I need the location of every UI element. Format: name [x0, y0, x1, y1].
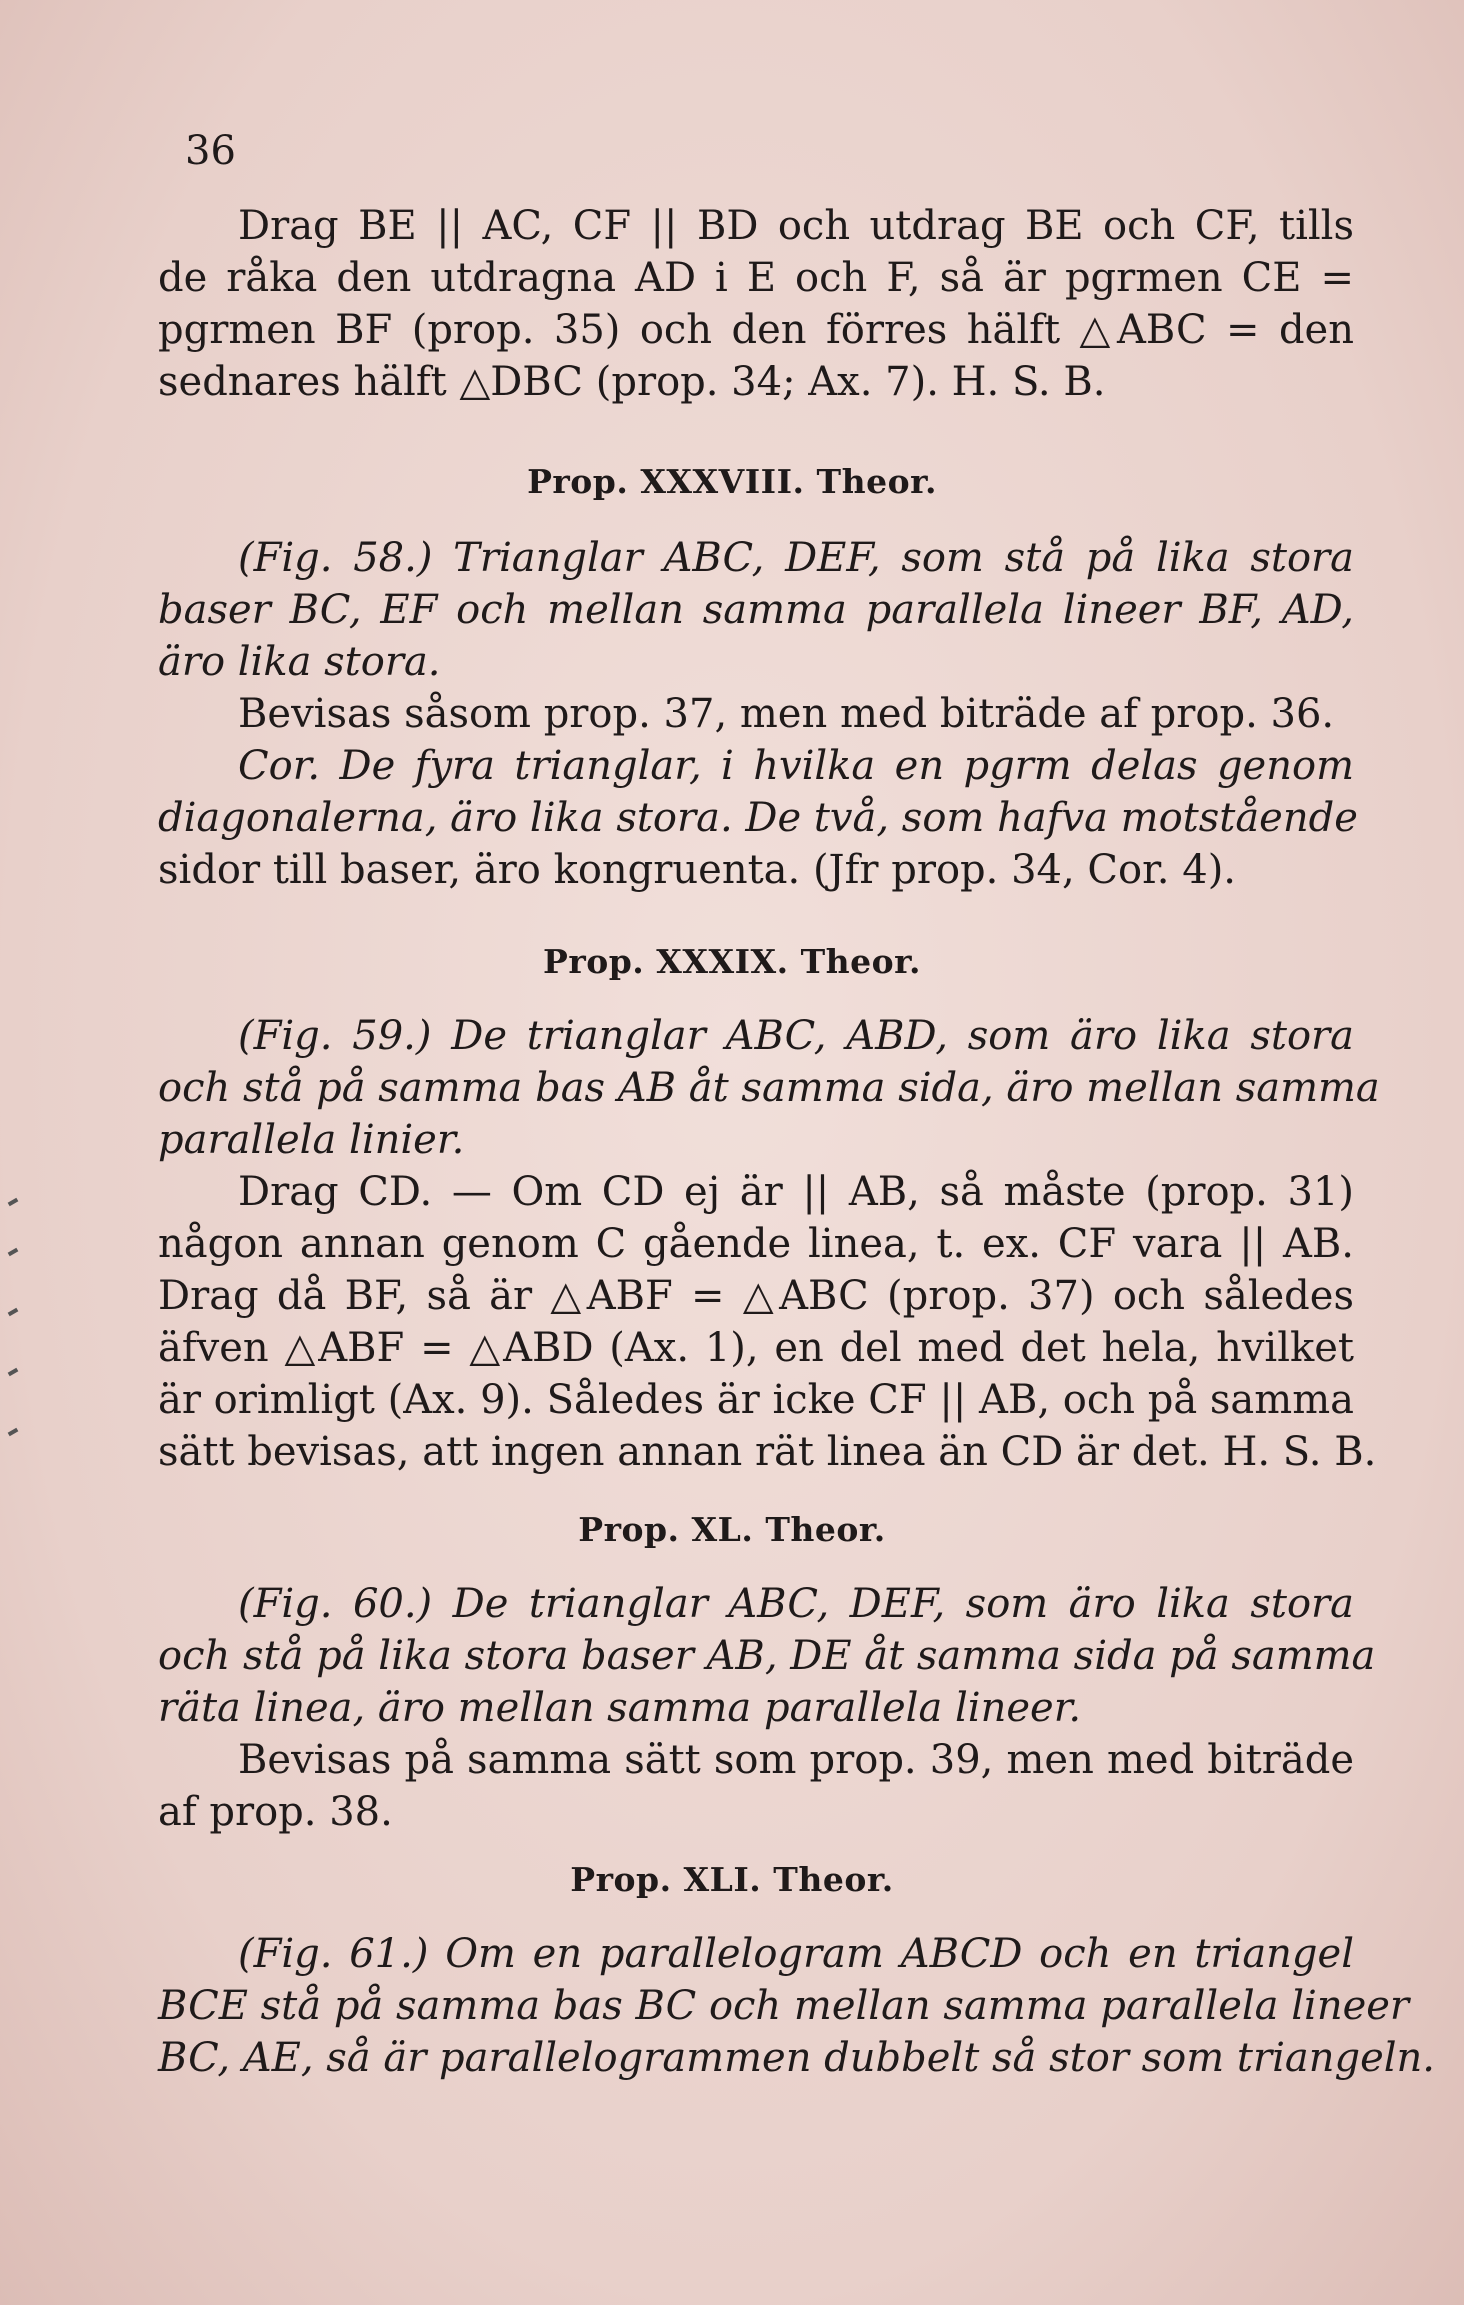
- text-line: räta linea, äro mellan samma parallela lineer.: [158, 1685, 1082, 1731]
- text-line: BC, AE, så är parallelogrammen dubbelt så stor som triangeln.: [158, 2035, 1436, 2081]
- text-line: och stå på lika stora baser AB, DE åt samma sida på samma: [158, 1633, 1376, 1679]
- text-line: af prop. 38.: [158, 1789, 393, 1835]
- proposition-heading: Prop. XL. Theor.: [578, 1510, 886, 1549]
- proposition-heading: Prop. XXXIX. Theor.: [543, 942, 921, 981]
- text-line: Bevisas såsom prop. 37, men med biträde af prop. 36.: [238, 691, 1335, 737]
- text-line: Drag BE || AC, CF || BD och utdrag BE och CF, tills: [238, 203, 1354, 249]
- text-line: äfven △ABF = △ABD (Ax. 1), en del med det hela, hvilket: [158, 1325, 1354, 1371]
- text-line: Cor. De fyra trianglar, i hvilka en pgrm delas genom: [238, 743, 1354, 789]
- text-line: baser BC, EF och mellan samma parallela lineer BF, AD,: [158, 587, 1354, 633]
- proposition-heading: Prop. XXXVIII. Theor.: [527, 462, 937, 501]
- margin-marks: [0, 1180, 30, 1480]
- text-line: de råka den utdragna AD i E och F, så är pgrmen CE =: [158, 255, 1354, 301]
- text-line: någon annan genom C gående linea, t. ex. CF vara || AB.: [158, 1221, 1354, 1267]
- text-line: (Fig. 58.) Trianglar ABC, DEF, som stå på lika stora: [238, 535, 1354, 581]
- text-line: BCE stå på samma bas BC och mellan samma parallela lineer: [158, 1983, 1410, 2029]
- text-line: är orimligt (Ax. 9). Således är icke CF || AB, och på samma: [158, 1377, 1354, 1423]
- text-line: sätt bevisas, att ingen annan rät linea än CD är det. H. S. B.: [158, 1429, 1377, 1475]
- text-line: äro lika stora.: [158, 639, 441, 685]
- page-number: 36: [185, 128, 236, 174]
- text-line: och stå på samma bas AB åt samma sida, äro mellan samma: [158, 1065, 1380, 1111]
- text-line: pgrmen BF (prop. 35) och den förres hälft △ABC = den: [158, 307, 1354, 353]
- text-line: Drag då BF, så är △ABF = △ABC (prop. 37) och således: [158, 1273, 1354, 1319]
- text-line: diagonalerna, äro lika stora. De två, som hafva motstående: [158, 795, 1358, 841]
- text-line: (Fig. 61.) Om en parallelogram ABCD och en triangel: [238, 1931, 1354, 1977]
- proposition-heading: Prop. XLI. Theor.: [570, 1860, 894, 1899]
- text-line: Drag CD. — Om CD ej är || AB, så måste (prop. 31): [238, 1169, 1354, 1215]
- text-line: sednares hälft △DBC (prop. 34; Ax. 7). H. S. B.: [158, 359, 1106, 405]
- text-line: (Fig. 60.) De trianglar ABC, DEF, som äro lika stora: [238, 1581, 1354, 1627]
- text-line: (Fig. 59.) De trianglar ABC, ABD, som äro lika stora: [238, 1013, 1354, 1059]
- text-line: sidor till baser, äro kongruenta. (Jfr prop. 34, Cor. 4).: [158, 847, 1237, 893]
- text-line: Bevisas på samma sätt som prop. 39, men med biträde: [238, 1737, 1354, 1783]
- text-line: parallela linier.: [158, 1117, 465, 1163]
